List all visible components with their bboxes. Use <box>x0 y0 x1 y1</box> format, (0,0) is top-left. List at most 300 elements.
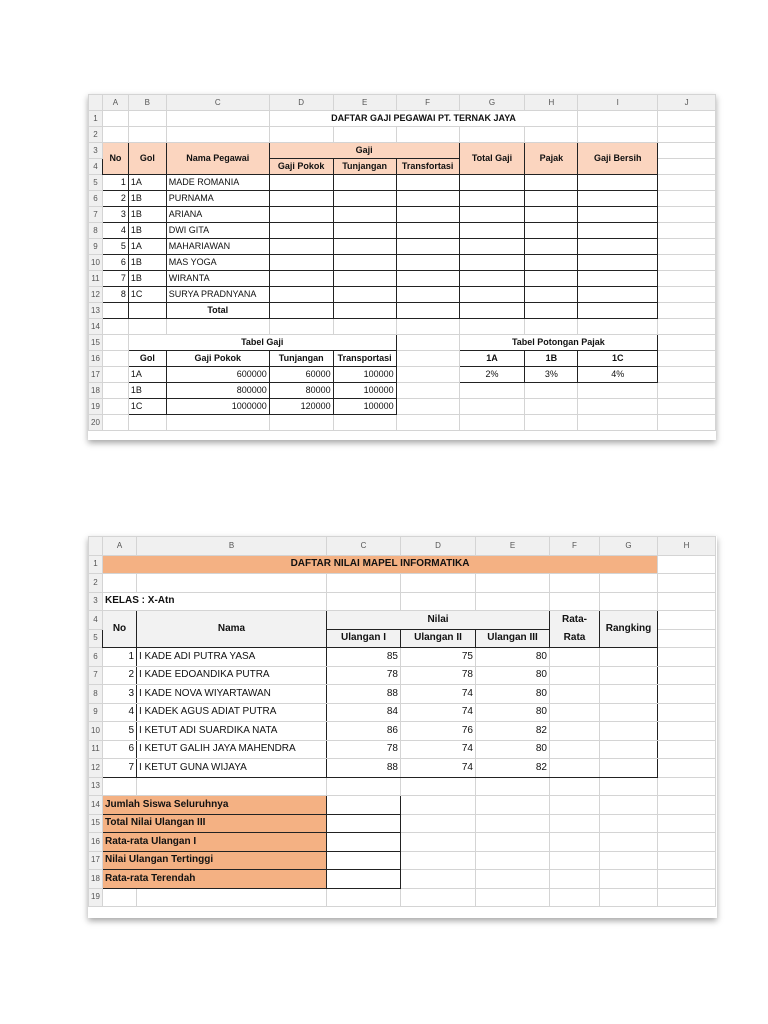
header-gaji-pokok[interactable]: Gaji Pokok <box>269 159 333 175</box>
cell-nama[interactable]: I KADEK AGUS ADIAT PUTRA <box>137 703 327 722</box>
cell[interactable] <box>600 870 658 889</box>
cell[interactable] <box>333 303 396 319</box>
cell[interactable] <box>578 415 658 431</box>
cell[interactable] <box>578 191 658 207</box>
cell-ulangan-3[interactable]: 80 <box>476 666 550 685</box>
cell[interactable] <box>578 127 658 143</box>
cell-no[interactable]: 5 <box>102 239 128 255</box>
cell[interactable] <box>476 777 550 796</box>
cell[interactable] <box>459 271 525 287</box>
tg-cell[interactable]: 60000 <box>269 367 333 383</box>
row-header[interactable]: 19 <box>89 888 103 907</box>
tp-cell[interactable]: 3% <box>525 367 578 383</box>
cell[interactable] <box>600 574 658 593</box>
cell[interactable] <box>401 833 476 852</box>
cell[interactable] <box>476 796 550 815</box>
row-header[interactable]: 20 <box>89 415 103 431</box>
cell[interactable] <box>600 851 658 870</box>
cell[interactable] <box>401 574 476 593</box>
cell[interactable] <box>578 319 658 335</box>
row-header[interactable]: 8 <box>89 685 103 704</box>
sheet-title[interactable]: DAFTAR GAJI PEGAWAI PT. TERNAK JAYA <box>269 111 578 127</box>
cell[interactable] <box>658 666 716 685</box>
cell[interactable] <box>401 870 476 889</box>
row-header[interactable]: 6 <box>89 191 103 207</box>
cell[interactable] <box>269 319 333 335</box>
cell[interactable] <box>396 303 459 319</box>
cell[interactable] <box>269 175 333 191</box>
row-header[interactable]: 5 <box>89 629 103 648</box>
row-header[interactable]: 13 <box>89 777 103 796</box>
tp-header[interactable]: 1A <box>459 351 525 367</box>
cell[interactable] <box>102 303 128 319</box>
tg-cell[interactable]: 1A <box>128 367 166 383</box>
header-ulangan-2[interactable]: Ulangan II <box>401 629 476 648</box>
tg-cell[interactable]: 800000 <box>166 383 269 399</box>
cell[interactable] <box>658 722 716 741</box>
cell[interactable] <box>658 685 716 704</box>
cell-nama[interactable]: MAS YOGA <box>166 255 269 271</box>
cell[interactable] <box>327 777 401 796</box>
cell[interactable] <box>476 870 550 889</box>
cell-nama[interactable]: I KETUT ADI SUARDIKA NATA <box>137 722 327 741</box>
cell[interactable] <box>333 287 396 303</box>
cell-ulangan-3[interactable]: 82 <box>476 722 550 741</box>
cell-ulangan-2[interactable]: 74 <box>401 685 476 704</box>
cell-ulangan-1[interactable]: 88 <box>327 685 401 704</box>
cell[interactable] <box>269 207 333 223</box>
cell-ulangan-1[interactable]: 84 <box>327 703 401 722</box>
cell[interactable] <box>600 814 658 833</box>
cell[interactable] <box>333 207 396 223</box>
cell[interactable] <box>396 367 459 383</box>
cell[interactable] <box>525 255 578 271</box>
cell[interactable] <box>600 592 658 611</box>
cell[interactable] <box>658 271 716 287</box>
cell-rangking[interactable] <box>600 722 658 741</box>
cell[interactable] <box>525 415 578 431</box>
header-rata-bottom[interactable]: Rata <box>550 629 600 648</box>
cell[interactable] <box>550 796 600 815</box>
cell-nama[interactable]: I KETUT GUNA WIJAYA <box>137 759 327 778</box>
header-nama-pegawai[interactable]: Nama Pegawai <box>166 143 269 175</box>
cell[interactable] <box>459 255 525 271</box>
row-header[interactable]: 1 <box>89 555 103 574</box>
cell[interactable] <box>459 191 525 207</box>
tg-cell[interactable]: 80000 <box>269 383 333 399</box>
cell[interactable] <box>578 271 658 287</box>
row-header[interactable]: 3 <box>89 592 103 611</box>
cell[interactable] <box>401 888 476 907</box>
cell[interactable] <box>401 592 476 611</box>
header-pajak[interactable]: Pajak <box>525 143 578 175</box>
cell[interactable] <box>658 777 716 796</box>
cell-nama[interactable]: MADE ROMANIA <box>166 175 269 191</box>
cell[interactable] <box>103 888 137 907</box>
tg-header[interactable]: Transportasi <box>333 351 396 367</box>
cell[interactable] <box>578 111 658 127</box>
row-header[interactable]: 17 <box>89 851 103 870</box>
cell[interactable] <box>525 399 578 415</box>
col-header[interactable]: J <box>658 95 716 111</box>
cell[interactable] <box>658 287 716 303</box>
cell[interactable] <box>269 127 333 143</box>
col-header[interactable]: H <box>658 537 716 556</box>
col-header[interactable]: A <box>102 95 128 111</box>
col-header[interactable]: E <box>333 95 396 111</box>
summary-value[interactable] <box>327 833 401 852</box>
cell[interactable] <box>658 629 716 648</box>
cell[interactable] <box>102 351 128 367</box>
row-header[interactable]: 7 <box>89 207 103 223</box>
cell[interactable] <box>269 239 333 255</box>
cell[interactable] <box>137 777 327 796</box>
row-header[interactable]: 12 <box>89 759 103 778</box>
cell-ulangan-2[interactable]: 75 <box>401 648 476 667</box>
cell[interactable] <box>658 574 716 593</box>
cell-nama[interactable]: I KADE NOVA WIYARTAWAN <box>137 685 327 704</box>
cell[interactable] <box>550 574 600 593</box>
cell-nama[interactable]: I KETUT GALIH JAYA MAHENDRA <box>137 740 327 759</box>
row-header[interactable]: 11 <box>89 740 103 759</box>
cell[interactable] <box>600 777 658 796</box>
tg-cell[interactable]: 100000 <box>333 383 396 399</box>
header-rata-top[interactable]: Rata- <box>550 611 600 630</box>
col-header[interactable]: F <box>550 537 600 556</box>
tg-cell[interactable]: 600000 <box>166 367 269 383</box>
col-header[interactable]: C <box>327 537 401 556</box>
cell-rangking[interactable] <box>600 759 658 778</box>
cell-gol[interactable]: 1B <box>128 271 166 287</box>
col-header[interactable]: F <box>396 95 459 111</box>
cell[interactable] <box>396 415 459 431</box>
cell-ulangan-2[interactable]: 78 <box>401 666 476 685</box>
header-gaji-bersih[interactable]: Gaji Bersih <box>578 143 658 175</box>
tg-cell[interactable]: 1C <box>128 399 166 415</box>
cell[interactable] <box>396 207 459 223</box>
tg-cell[interactable]: 100000 <box>333 399 396 415</box>
cell-rangking[interactable] <box>600 648 658 667</box>
row-header[interactable]: 6 <box>89 648 103 667</box>
col-header[interactable]: B <box>137 537 327 556</box>
cell-no[interactable]: 1 <box>103 648 137 667</box>
cell[interactable] <box>401 777 476 796</box>
cell[interactable] <box>396 191 459 207</box>
cell[interactable] <box>396 287 459 303</box>
cell[interactable] <box>401 814 476 833</box>
cell[interactable] <box>578 223 658 239</box>
cell[interactable] <box>327 574 401 593</box>
cell[interactable] <box>525 303 578 319</box>
summary-value[interactable] <box>327 814 401 833</box>
row-header[interactable]: 16 <box>89 833 103 852</box>
tp-header[interactable]: 1C <box>578 351 658 367</box>
cell-no[interactable]: 5 <box>103 722 137 741</box>
cell[interactable] <box>102 335 128 351</box>
cell[interactable] <box>658 175 716 191</box>
col-header[interactable]: H <box>525 95 578 111</box>
row-header[interactable]: 19 <box>89 399 103 415</box>
corner-cell[interactable] <box>89 95 103 111</box>
row-header[interactable]: 15 <box>89 814 103 833</box>
cell[interactable] <box>269 287 333 303</box>
cell[interactable] <box>550 833 600 852</box>
row-header[interactable]: 8 <box>89 223 103 239</box>
cell[interactable] <box>578 207 658 223</box>
header-transport[interactable]: Transfortasi <box>396 159 459 175</box>
col-header[interactable]: G <box>459 95 525 111</box>
cell-gol[interactable]: 1B <box>128 207 166 223</box>
cell[interactable] <box>550 777 600 796</box>
tabel-gaji-title[interactable]: Tabel Gaji <box>128 335 396 351</box>
col-header[interactable]: G <box>600 537 658 556</box>
cell-no[interactable]: 2 <box>103 666 137 685</box>
cell-no[interactable]: 4 <box>103 703 137 722</box>
col-header[interactable]: E <box>476 537 550 556</box>
cell[interactable] <box>658 191 716 207</box>
cell[interactable] <box>525 191 578 207</box>
row-header[interactable]: 12 <box>89 287 103 303</box>
cell[interactable] <box>658 207 716 223</box>
cell-no[interactable]: 6 <box>103 740 137 759</box>
cell[interactable] <box>396 255 459 271</box>
cell[interactable] <box>658 303 716 319</box>
cell[interactable] <box>658 703 716 722</box>
cell-rata[interactable] <box>550 685 600 704</box>
cell[interactable] <box>333 415 396 431</box>
tp-header[interactable]: 1B <box>525 351 578 367</box>
summary-value[interactable] <box>327 796 401 815</box>
cell[interactable] <box>658 415 716 431</box>
tg-cell[interactable]: 1B <box>128 383 166 399</box>
tg-header[interactable]: Gaji Pokok <box>166 351 269 367</box>
summary-value[interactable] <box>327 851 401 870</box>
cell[interactable] <box>578 383 658 399</box>
cell[interactable] <box>476 833 550 852</box>
cell[interactable] <box>396 335 459 351</box>
cell[interactable] <box>269 271 333 287</box>
tg-cell[interactable]: 120000 <box>269 399 333 415</box>
tg-cell[interactable]: 100000 <box>333 367 396 383</box>
cell[interactable] <box>137 888 327 907</box>
row-header[interactable]: 3 <box>89 143 103 159</box>
cell[interactable] <box>269 223 333 239</box>
cell[interactable] <box>333 271 396 287</box>
cell[interactable] <box>396 271 459 287</box>
cell[interactable] <box>550 870 600 889</box>
cell[interactable] <box>459 399 525 415</box>
cell[interactable] <box>137 574 327 593</box>
summary-value[interactable] <box>327 870 401 889</box>
cell[interactable] <box>459 287 525 303</box>
cell[interactable] <box>269 415 333 431</box>
cell[interactable] <box>476 574 550 593</box>
cell[interactable] <box>396 127 459 143</box>
cell[interactable] <box>600 888 658 907</box>
cell-rangking[interactable] <box>600 740 658 759</box>
cell-nama[interactable]: ARIANA <box>166 207 269 223</box>
kelas-label[interactable]: KELAS : X-Atn <box>103 592 327 611</box>
cell-rangking[interactable] <box>600 685 658 704</box>
cell-rangking[interactable] <box>600 666 658 685</box>
cell-nama[interactable]: I KADE EDOANDIKA PUTRA <box>137 666 327 685</box>
cell[interactable] <box>550 851 600 870</box>
cell[interactable] <box>128 111 166 127</box>
cell-no[interactable]: 3 <box>103 685 137 704</box>
row-header[interactable]: 7 <box>89 666 103 685</box>
cell[interactable] <box>102 383 128 399</box>
cell[interactable] <box>550 592 600 611</box>
cell-ulangan-3[interactable]: 80 <box>476 685 550 704</box>
cell-ulangan-1[interactable]: 78 <box>327 666 401 685</box>
row-header[interactable]: 18 <box>89 383 103 399</box>
cell[interactable] <box>578 287 658 303</box>
tg-cell[interactable]: 1000000 <box>166 399 269 415</box>
cell[interactable] <box>658 319 716 335</box>
row-header[interactable]: 16 <box>89 351 103 367</box>
cell[interactable] <box>578 255 658 271</box>
cell[interactable] <box>333 127 396 143</box>
cell-rata[interactable] <box>550 759 600 778</box>
col-header[interactable]: C <box>166 95 269 111</box>
summary-label[interactable]: Rata-rata Ulangan I <box>103 833 327 852</box>
cell[interactable] <box>396 351 459 367</box>
cell[interactable] <box>333 255 396 271</box>
cell[interactable] <box>658 796 716 815</box>
cell-no[interactable]: 6 <box>102 255 128 271</box>
row-header[interactable]: 10 <box>89 722 103 741</box>
header-ulangan-3[interactable]: Ulangan III <box>476 629 550 648</box>
cell[interactable] <box>102 319 128 335</box>
header-tunjangan[interactable]: Tunjangan <box>333 159 396 175</box>
row-header[interactable]: 18 <box>89 870 103 889</box>
cell-rata[interactable] <box>550 740 600 759</box>
cell[interactable] <box>269 303 333 319</box>
cell-ulangan-2[interactable]: 74 <box>401 740 476 759</box>
cell-nama[interactable]: PURNAMA <box>166 191 269 207</box>
cell[interactable] <box>128 319 166 335</box>
cell[interactable] <box>658 870 716 889</box>
cell[interactable] <box>396 319 459 335</box>
cell[interactable] <box>658 611 716 630</box>
cell-ulangan-1[interactable]: 85 <box>327 648 401 667</box>
cell-nama[interactable]: I KADE ADI PUTRA YASA <box>137 648 327 667</box>
cell[interactable] <box>658 335 716 351</box>
cell-gol[interactable]: 1A <box>128 239 166 255</box>
summary-label[interactable]: Rata-rata Terendah <box>103 870 327 889</box>
row-header[interactable]: 2 <box>89 574 103 593</box>
cell[interactable] <box>459 207 525 223</box>
cell[interactable] <box>103 574 137 593</box>
cell[interactable] <box>658 888 716 907</box>
cell[interactable] <box>550 814 600 833</box>
row-header[interactable]: 2 <box>89 127 103 143</box>
cell[interactable] <box>578 303 658 319</box>
cell[interactable] <box>658 111 716 127</box>
cell-ulangan-1[interactable]: 88 <box>327 759 401 778</box>
col-header[interactable]: B <box>128 95 166 111</box>
cell-gol[interactable]: 1B <box>128 191 166 207</box>
tp-cell[interactable]: 4% <box>578 367 658 383</box>
cell[interactable] <box>269 191 333 207</box>
cell-ulangan-3[interactable]: 80 <box>476 648 550 667</box>
cell[interactable] <box>658 833 716 852</box>
cell[interactable] <box>333 223 396 239</box>
col-header[interactable]: D <box>401 537 476 556</box>
cell[interactable] <box>327 592 401 611</box>
cell[interactable] <box>459 383 525 399</box>
corner-cell[interactable] <box>89 537 103 556</box>
cell-ulangan-3[interactable]: 80 <box>476 703 550 722</box>
cell[interactable] <box>658 399 716 415</box>
cell-rata[interactable] <box>550 666 600 685</box>
cell[interactable] <box>401 851 476 870</box>
header-rangking[interactable]: Rangking <box>600 611 658 648</box>
cell[interactable] <box>103 777 137 796</box>
header-ulangan-1[interactable]: Ulangan I <box>327 629 401 648</box>
cell-gol[interactable]: 1A <box>128 175 166 191</box>
header-nilai[interactable]: Nilai <box>327 611 550 630</box>
cell[interactable] <box>269 255 333 271</box>
cell[interactable] <box>600 796 658 815</box>
row-header[interactable]: 14 <box>89 796 103 815</box>
cell[interactable] <box>459 303 525 319</box>
row-header[interactable]: 14 <box>89 319 103 335</box>
cell[interactable] <box>327 888 401 907</box>
cell[interactable] <box>333 191 396 207</box>
row-header[interactable]: 9 <box>89 703 103 722</box>
cell[interactable] <box>396 223 459 239</box>
cell[interactable] <box>102 415 128 431</box>
cell[interactable] <box>525 271 578 287</box>
cell[interactable] <box>658 351 716 367</box>
cell-ulangan-3[interactable]: 80 <box>476 740 550 759</box>
cell[interactable] <box>550 888 600 907</box>
cell[interactable] <box>333 239 396 255</box>
cell[interactable] <box>476 851 550 870</box>
cell[interactable] <box>525 223 578 239</box>
cell[interactable] <box>658 255 716 271</box>
cell[interactable] <box>658 759 716 778</box>
cell-ulangan-1[interactable]: 78 <box>327 740 401 759</box>
summary-label[interactable]: Jumlah Siswa Seluruhnya <box>103 796 327 815</box>
tg-header[interactable]: Gol <box>128 351 166 367</box>
cell[interactable] <box>658 592 716 611</box>
cell[interactable] <box>658 814 716 833</box>
cell[interactable] <box>525 239 578 255</box>
cell[interactable] <box>476 814 550 833</box>
cell-rata[interactable] <box>550 648 600 667</box>
cell[interactable] <box>333 175 396 191</box>
row-header[interactable]: 5 <box>89 175 103 191</box>
cell-ulangan-1[interactable]: 86 <box>327 722 401 741</box>
cell-ulangan-2[interactable]: 74 <box>401 703 476 722</box>
cell[interactable] <box>658 159 716 175</box>
cell[interactable] <box>396 175 459 191</box>
cell-gol[interactable]: 1B <box>128 255 166 271</box>
cell[interactable] <box>658 127 716 143</box>
cell[interactable] <box>525 319 578 335</box>
row-header[interactable]: 4 <box>89 159 103 175</box>
cell[interactable] <box>658 851 716 870</box>
row-header[interactable]: 10 <box>89 255 103 271</box>
cell[interactable] <box>578 239 658 255</box>
cell[interactable] <box>459 239 525 255</box>
cell-gol[interactable]: 1B <box>128 223 166 239</box>
cell[interactable] <box>459 223 525 239</box>
cell[interactable] <box>525 207 578 223</box>
summary-label[interactable]: Nilai Ulangan Tertinggi <box>103 851 327 870</box>
